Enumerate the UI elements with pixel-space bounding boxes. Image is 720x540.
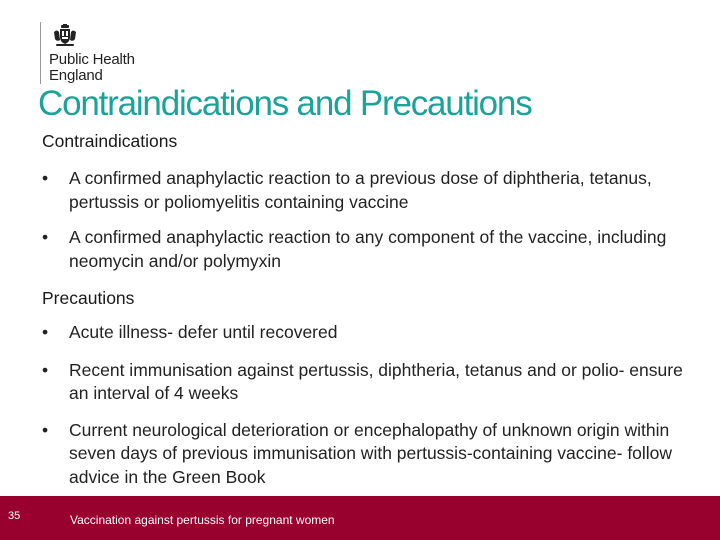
org-name-line1: Public Health <box>49 51 135 68</box>
phe-logo <box>40 22 160 90</box>
precautions-heading: Precautions <box>42 288 135 308</box>
bullet-icon: • <box>42 227 49 247</box>
list-item <box>42 167 692 214</box>
page-number: 35 <box>8 510 21 522</box>
org-name-line2: England <box>49 67 103 84</box>
list-item-text: A confirmed anaphylactic reaction to a previous dose of diphtheria, tetanus, pertussis or poliomyelitis containing vaccine <box>69 168 652 212</box>
organisation-name <box>49 52 135 84</box>
list-item <box>42 419 692 490</box>
royal-crest-icon <box>52 24 78 48</box>
precautions-list <box>42 321 692 489</box>
list-item-text: Acute illness- defer until recovered <box>69 322 338 342</box>
list-item <box>42 321 692 345</box>
footer-bar <box>0 496 720 540</box>
list-item <box>42 359 692 406</box>
bullet-icon: • <box>42 419 49 440</box>
slide-title: Contraindications and Precautions <box>38 84 532 123</box>
footer-text: Vaccination against pertussis for pregnant women <box>70 513 335 527</box>
bullet-icon: • <box>42 322 49 342</box>
list-item-text: Current neurological deterioration or encephalopathy of unknown origin within seven days of previous immunisation with pertussis-containing vaccine- follow advice in the Green Book <box>69 419 673 487</box>
logo-divider <box>40 22 41 84</box>
list-item-text: A confirmed anaphylactic reaction to any component of the vaccine, including neomycin and/or polymyxin <box>69 227 667 271</box>
list-item-text: Recent immunisation against pertussis, diphtheria, tetanus and or polio- ensure an interval of 4 weeks <box>69 359 683 403</box>
list-item <box>42 226 692 273</box>
bullet-icon: • <box>42 359 49 380</box>
bullet-icon: • <box>42 168 49 188</box>
contraindications-heading: Contraindications <box>42 131 178 151</box>
contraindications-list <box>42 167 692 273</box>
